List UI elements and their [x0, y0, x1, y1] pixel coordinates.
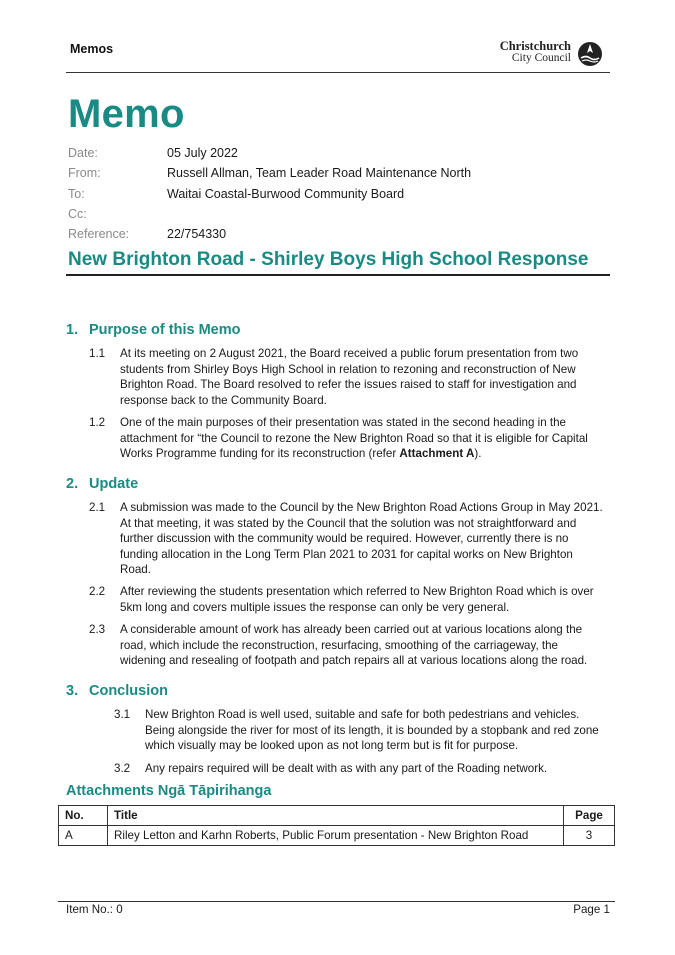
- paragraph-text: [145, 707, 599, 754]
- council-logo-icon: [577, 41, 603, 67]
- section-number: 2.: [66, 476, 79, 492]
- paragraph-line: After reviewing the students presentation which referred to New Brighton Road which is over: [120, 585, 594, 598]
- paragraph-text: [120, 346, 578, 408]
- paragraph-line: further discussion with the community would be required. However, currently there is no: [120, 532, 569, 545]
- section-number: 3.: [66, 683, 79, 699]
- meta-value: 05 July 2022: [167, 146, 238, 160]
- paragraph-line: A considerable amount of work has already been carried out at various locations along the: [120, 623, 583, 636]
- footer-item-number: Item No.: 0: [66, 903, 123, 916]
- meta-key: Date:: [68, 146, 98, 160]
- paragraph-number: 3.1: [114, 708, 131, 721]
- paragraph-number: 2.2: [89, 585, 106, 598]
- subject-divider: [66, 274, 610, 276]
- logo-line-2: City Council: [511, 52, 571, 64]
- column-header-title: Title: [108, 806, 564, 826]
- column-header-page: Page: [564, 806, 615, 826]
- paragraph-line: Road.: [120, 563, 151, 576]
- paragraph-text: [120, 584, 594, 615]
- paragraph-line: A submission was made to the Council by the New Brighton Road Actions Group in May 2021.: [120, 501, 603, 514]
- footer-divider: [58, 901, 615, 902]
- table-row: [59, 826, 615, 846]
- paragraph-line: At that meeting, it was stated by the Council that the solution was not straightforward and: [120, 516, 577, 530]
- paragraph-line: 5km long and covers multiple issues the response can only be very general.: [120, 600, 510, 614]
- paragraph-line: One of the main purposes of their presentation was stated in the second heading in the: [120, 416, 567, 429]
- paragraph-line: funding allocation in the Long Term Plan 2021 to 2031 for capital works on New Brighton: [120, 547, 573, 561]
- council-logo: [498, 40, 603, 70]
- meta-value: Russell Allman, Team Leader Road Maintenance North: [167, 166, 472, 181]
- paragraph-number: 1.2: [89, 416, 106, 429]
- paragraph-line: widening and resealing of footpath and patch repairs all at various locations along the road.: [120, 654, 588, 667]
- text-run: Works Programme funding for its reconstruction (refer: [120, 447, 400, 460]
- text-run: ).: [474, 447, 482, 460]
- paragraph-number: 3.2: [114, 762, 131, 775]
- section-number: 1.: [66, 322, 79, 338]
- logo-line-1: Christchurch: [499, 39, 571, 53]
- memo-subject: New Brighton Road - Shirley Boys High School Response: [68, 249, 589, 270]
- paragraph-line: students from Shirley Boys High School in relation to rezoning and reconstruction of New: [120, 362, 576, 376]
- paragraph-number: 2.3: [89, 623, 106, 636]
- section-heading: [66, 476, 138, 492]
- paragraph-number: 1.1: [89, 347, 106, 360]
- footer-page-number: Page 1: [573, 903, 610, 916]
- section-title: Conclusion: [89, 683, 168, 699]
- paragraph-text: [145, 761, 547, 777]
- paragraph-line: attachment for “the Council to rezone the New Brighton Road so that it is eligible for Capital: [120, 431, 588, 445]
- memo-title: Memo: [68, 92, 185, 136]
- table-header-row: [59, 806, 615, 826]
- header-label: Memos: [70, 42, 114, 56]
- attachment-page: 3: [564, 826, 615, 846]
- attachments-table: [58, 805, 615, 846]
- section-title: Purpose of this Memo: [89, 322, 241, 338]
- paragraph-number: 2.1: [89, 501, 106, 514]
- paragraph-line: which visually may be looked upon as not long term but is fit for purpose.: [145, 739, 519, 752]
- attachment-no: A: [59, 826, 108, 846]
- paragraph-line: response back to the Community Board.: [120, 393, 327, 407]
- attachments-heading: Attachments Ngā Tāpirihanga: [66, 783, 272, 799]
- meta-value: 22/754330: [167, 227, 227, 242]
- section-heading: [66, 683, 168, 699]
- paragraph-line: Brighton Road. The Board resolved to refer the issues raised to staff for investigation and: [120, 378, 577, 391]
- meta-value: Waitai Coastal-Burwood Community Board: [167, 186, 405, 201]
- meta-key: Cc:: [68, 206, 87, 221]
- meta-key: Reference:: [68, 227, 130, 242]
- paragraph-line: Any repairs required will be dealt with as with any part of the Roading network.: [145, 762, 548, 775]
- section-title: Update: [89, 476, 139, 492]
- paragraph-text: [120, 500, 603, 578]
- paragraph-text: [120, 415, 588, 462]
- paragraph-text: [120, 622, 587, 669]
- paragraph-line: road, which include the reconstruction, resurfacing, smoothing of the carriageway, the: [120, 638, 559, 652]
- meta-key: From:: [68, 166, 101, 181]
- paragraph-line: At its meeting on 2 August 2021, the Board received a public forum presentation from two: [120, 347, 579, 360]
- paragraph-line: New Brighton Road is well used, suitable and safe for both pedestrians and vehicles.: [145, 708, 580, 721]
- meta-key: To:: [68, 186, 85, 201]
- paragraph-line: Being alongside the river for most of its length, it is bounded by a stopbank and red zone: [145, 723, 599, 737]
- attachment-reference: Attachment A: [399, 447, 475, 460]
- column-header-no: No.: [59, 806, 108, 826]
- attachment-title: Riley Letton and Karhn Roberts, Public Forum presentation - New Brighton Road: [108, 826, 564, 846]
- section-heading: [66, 322, 240, 338]
- header-divider: [66, 72, 610, 73]
- paragraph-line: [120, 446, 588, 462]
